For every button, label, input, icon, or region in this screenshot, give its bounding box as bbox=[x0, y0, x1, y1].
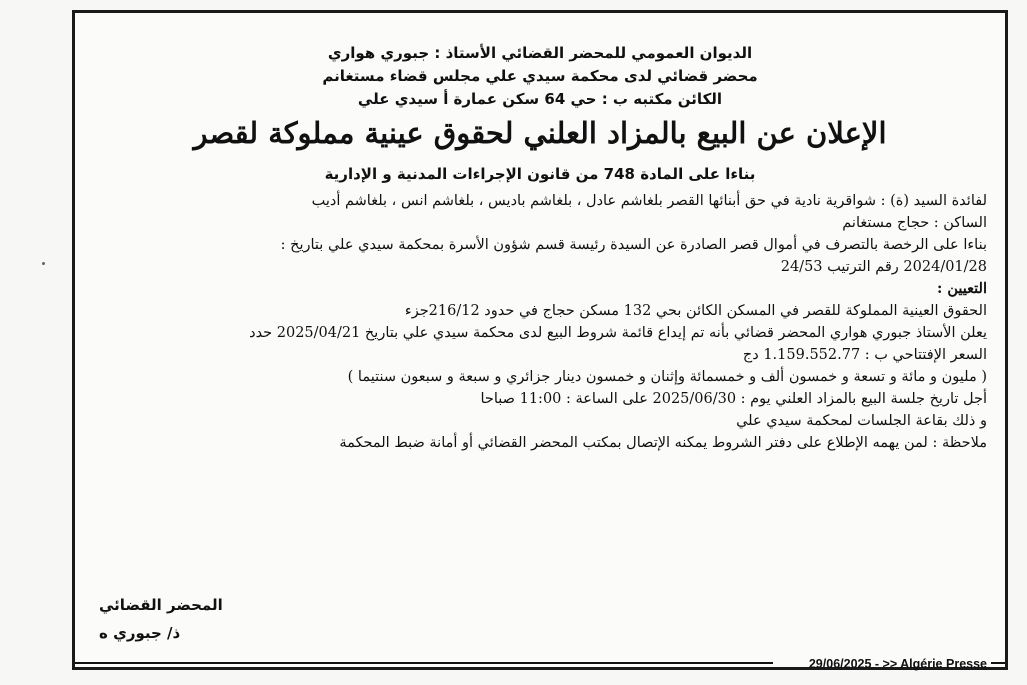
price-in-words-line: ( مليون و مائة و تسعة و خمسون ألف و خمسمائة وإثنان و خمسون دينار جزائري و سبعة و سبعون سنتيما ) bbox=[347, 369, 987, 385]
office-name: الديوان العمومي للمحضر القضائي الأستاذ : جبوري هواري bbox=[327, 44, 753, 62]
signature-role: المحضر القضائي bbox=[99, 596, 223, 614]
license-line: بناءا على الرخصة بالتصرف في أموال قصر الصادرة عن السيدة رئيسة قسم شؤون الأسرة بمحكمة سيدي علي بتاريخ : bbox=[280, 237, 987, 253]
footer bbox=[75, 645, 1005, 671]
office-address: الكائن مكتبه ب : حي 64 سكن عمارة أ سيدي علي bbox=[357, 90, 723, 108]
scan-speck bbox=[42, 262, 45, 265]
footer-rule-end bbox=[991, 662, 1005, 664]
note-line: ملاحظة : لمن يهمه الإطلاع على دفتر الشروط يمكنه الإتصال بمكتب المحضر القضائي أو أمانة ضبط المحكمة bbox=[339, 435, 987, 451]
announcement-title: الإعلان عن البيع بالمزاد العلني لحقوق عينية مملوكة لقصر bbox=[193, 116, 887, 150]
venue-line: و ذلك بقاعة الجلسات لمحكمة سيدي علي bbox=[736, 413, 987, 429]
residence-line: الساكن : حجاج مستغانم bbox=[842, 215, 987, 231]
signature-name: ذ/ جبوري ه bbox=[99, 624, 181, 642]
legal-basis: بناءا على المادة 748 من قانون الإجراءات المدنية و الإدارية bbox=[324, 165, 756, 183]
opening-price-line: السعر الإفتتاحي ب : 1.159.552.77 دج bbox=[742, 347, 987, 363]
beneficiary-line: لفائدة السيد (ة) : شواقرية نادية في حق أبنائها القصر بلغاشم عادل ، بلغاشم باديس ، بلغاشم انس ، بلغاشم أديب bbox=[311, 193, 987, 209]
license-date-line: 2024/01/28 رقم الترتيب 24/53 bbox=[780, 259, 987, 275]
announcement-document bbox=[75, 13, 1005, 671]
office-court: محضر قضائي لدى محكمة سيدي علي مجلس قضاء مستغانم bbox=[322, 67, 758, 85]
footer-rule bbox=[75, 662, 773, 664]
footer-source: 29/06/2025 - >> Algérie Presse bbox=[808, 657, 987, 671]
session-date-line: أجل تاريخ جلسة البيع بالمزاد العلني يوم : 2025/06/30 على الساعة : 11:00 صباحا bbox=[480, 391, 987, 407]
designation-line: الحقوق العينية المملوكة للقصر في المسكن الكائن بحي 132 مسكن حجاج في حدود 216/12جزء bbox=[404, 303, 987, 319]
announcement-frame bbox=[72, 10, 1008, 670]
designation-label: التعيين : bbox=[936, 280, 987, 297]
announcement-line: يعلن الأستاذ جبوري هواري المحضر قضائي بأنه تم إيداع قائمة شروط البيع لدى محكمة سيدي علي بتاريخ 2025/04/21 حدد bbox=[249, 325, 987, 341]
